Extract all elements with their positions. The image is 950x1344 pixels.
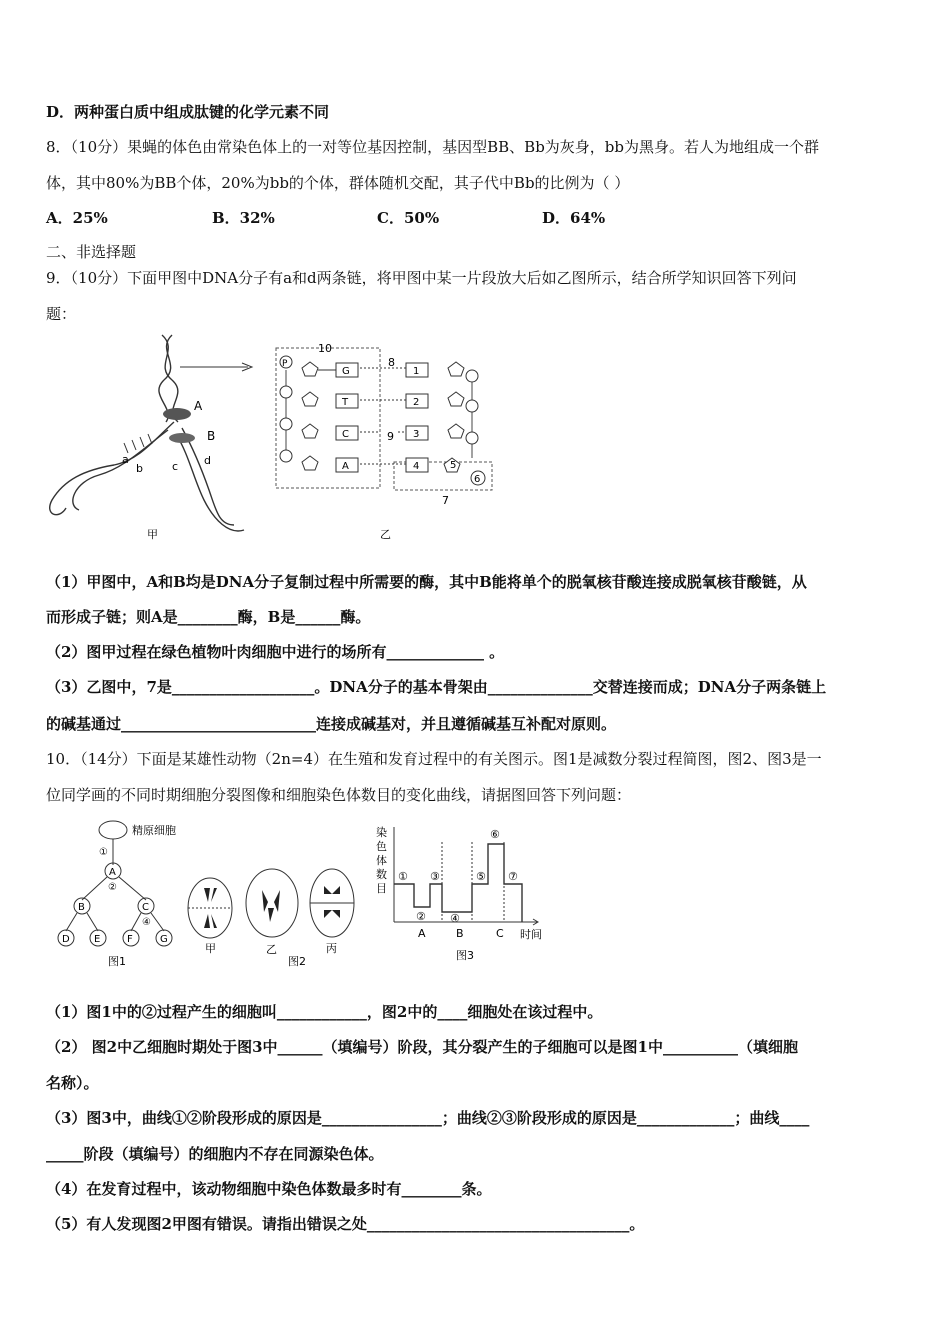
q10-sub4: （4）在发育过程中，该动物细胞中染色体数最多时有________条。 bbox=[46, 1180, 492, 1198]
q10-stem-line1: 10．（14分）下面是某雄性动物（2n=4）在生殖和发育过程中的有关图示。图1是减数分裂过程简图，图2、图3是一 bbox=[46, 750, 822, 768]
q9-sub3-line1: （3）乙图中，7是___________________。DNA分子的基本骨架由______________交替连接而成；DNA分子两条链上 bbox=[46, 678, 827, 696]
enzyme-b-shape bbox=[169, 433, 195, 443]
fig1-caption: 图1 bbox=[108, 955, 126, 968]
q9-stem-line2: 题： bbox=[46, 305, 77, 323]
enzyme-a-shape bbox=[163, 408, 191, 420]
fig3-ylabel-1: 色 bbox=[376, 840, 387, 853]
fig2-label-jia: 甲 bbox=[205, 942, 216, 955]
row-2 bbox=[280, 386, 478, 412]
fig3-ylabel-4: 目 bbox=[376, 882, 387, 895]
fig3-stage-7: ⑦ bbox=[508, 870, 518, 883]
label-6: 6 bbox=[474, 474, 481, 485]
label-strand-b: b bbox=[136, 462, 143, 475]
cell-yi bbox=[246, 869, 298, 937]
q9-sub2: （2）图甲过程在绿色植物叶肉细胞中进行的场所有_____________ 。 bbox=[46, 643, 505, 661]
q8-option-b: B．32% bbox=[212, 209, 275, 227]
label-8: 8 bbox=[388, 356, 395, 369]
label-a-upper: A bbox=[194, 399, 203, 413]
q10-sub2-line2: 名称）。 bbox=[46, 1074, 99, 1092]
fig3-ylabel-0: 染 bbox=[376, 826, 387, 839]
base-2: 2 bbox=[413, 397, 420, 408]
q10-sub3-line2: _____阶段（填编号）的细胞内不存在同源染色体。 bbox=[46, 1145, 384, 1163]
q10-sub2-line1: （2） 图2中乙细胞时期处于图3中______（填编号）阶段，其分裂产生的子细胞可以是图1中__________（填细胞 bbox=[46, 1038, 798, 1056]
fig3-ylabel-2: 体 bbox=[376, 854, 387, 867]
base-t: T bbox=[342, 397, 349, 408]
base-3: 3 bbox=[413, 429, 420, 440]
fig2-label-yi: 乙 bbox=[266, 943, 277, 956]
row-3 bbox=[280, 418, 478, 444]
q8-option-a: A．25% bbox=[46, 209, 108, 227]
label-10: 10 bbox=[318, 342, 332, 355]
base-g: G bbox=[342, 366, 350, 377]
label-b-upper: B bbox=[207, 429, 216, 443]
fig1-title: 精原细胞 bbox=[132, 824, 176, 837]
dna-structure-figure-yi bbox=[272, 340, 497, 545]
q8-stem-line2: 体，其中80%为BB个体，20%为bb的个体，群体随机交配，其子代中Bb的比例为（ ） bbox=[46, 174, 630, 192]
label-strand-d: d bbox=[204, 454, 211, 467]
fig3-caption: 图3 bbox=[456, 949, 474, 962]
label-7: 7 bbox=[442, 494, 449, 507]
fig1-cell-f: F bbox=[127, 934, 133, 945]
label-9: 9 bbox=[387, 430, 394, 443]
base-a: A bbox=[342, 461, 349, 472]
fig3-ylabel-3: 数 bbox=[376, 868, 387, 881]
label-strand-c: c bbox=[172, 460, 179, 473]
q8-option-c: C．50% bbox=[377, 209, 440, 227]
fig3-xlabel: 时间 bbox=[520, 928, 542, 941]
q10-sub3-line1: （3）图3中，曲线①②阶段形成的原因是________________；曲线②③阶段形成的原因是_____________；曲线____ bbox=[46, 1109, 810, 1127]
label-strand-a: a bbox=[122, 453, 129, 466]
fig1-cell-g: G bbox=[160, 934, 168, 945]
fig3-stage-2: ② bbox=[416, 910, 426, 923]
fig2-caption: 图2 bbox=[288, 955, 306, 968]
q7-option-d: D．两种蛋白质中组成肽键的化学元素不同 bbox=[46, 103, 330, 121]
fig3-xtick-b: B bbox=[456, 927, 464, 940]
fig1-cell-d: D bbox=[62, 934, 70, 945]
q10-sub1: （1）图1中的②过程产生的细胞叫____________，图2中的____细胞处在该过程中。 bbox=[46, 1003, 603, 1021]
q8-stem-line1: 8．（10分）果蝇的体色由常染色体上的一对等位基因控制，基因型BB、Bb为灰身，bb为黑身。若人为地组成一个群 bbox=[46, 138, 820, 156]
fig3-stage-4: ④ bbox=[450, 912, 460, 925]
fig3-xtick-c: C bbox=[496, 927, 504, 940]
fig1-step2: ② bbox=[108, 882, 117, 893]
row-1 bbox=[280, 356, 478, 382]
fig1-cell-e: E bbox=[94, 934, 101, 945]
fig1-cell-c: C bbox=[142, 902, 149, 913]
enlarge-arrow bbox=[180, 360, 255, 374]
fig1-step1: ① bbox=[99, 847, 108, 858]
section-heading: 二、非选择题 bbox=[46, 243, 137, 261]
label-5: 5 bbox=[450, 460, 457, 471]
base-1: 1 bbox=[413, 366, 420, 377]
fig2-label-bing: 丙 bbox=[326, 942, 337, 955]
q9-sub1-line1: （1）甲图中，A和B均是DNA分子复制过程中所需要的酶，其中B能将单个的脱氧核苷酸连接成脱氧核苷酸链，从 bbox=[46, 573, 807, 591]
meiosis-diagram-fig1 bbox=[46, 818, 186, 973]
q8-option-d: D．64% bbox=[542, 209, 606, 227]
q10-stem-line2: 位同学画的不同时期细胞分裂图像和细胞染色体数目的变化曲线，请据图回答下列问题： bbox=[46, 786, 632, 804]
dna-replication-figure-jia bbox=[44, 330, 294, 545]
base-c: C bbox=[342, 429, 349, 440]
chromosome-number-curve-fig3 bbox=[372, 822, 557, 972]
fig3-stage-5: ⑤ bbox=[476, 870, 486, 883]
fig1-cell-a: A bbox=[109, 867, 116, 878]
fig-jia-caption: 甲 bbox=[147, 528, 158, 541]
cell-division-fig2 bbox=[184, 858, 364, 973]
row-4 bbox=[280, 450, 485, 485]
fig3-stage-3: ③ bbox=[430, 870, 440, 883]
fig3-stage-6: ⑥ bbox=[490, 828, 500, 841]
fig3-xtick-a: A bbox=[418, 927, 426, 940]
fig-yi-caption: 乙 bbox=[380, 528, 391, 541]
box-10 bbox=[276, 348, 380, 488]
q9-stem-line1: 9．（10分）下面甲图中DNA分子有a和d两条链，将甲图中某一片段放大后如乙图所示，结合所学知识回答下列问 bbox=[46, 269, 797, 287]
phosphate-label: P bbox=[282, 359, 288, 369]
base-4: 4 bbox=[413, 461, 420, 472]
q9-sub3-line2: 的碱基通过__________________________连接成碱基对，并且遵循碱基互补配对原则。 bbox=[46, 715, 617, 733]
fig3-stage-1: ① bbox=[398, 870, 408, 883]
fig1-step4: ④ bbox=[142, 917, 151, 928]
q9-sub1-line2: 而形成子链；则A是________酶，B是______酶。 bbox=[46, 608, 371, 626]
q10-sub5: （5）有人发现图2甲图有错误。请指出错误之处___________________________________。 bbox=[46, 1215, 645, 1233]
fig1-cell-b: B bbox=[78, 902, 85, 913]
